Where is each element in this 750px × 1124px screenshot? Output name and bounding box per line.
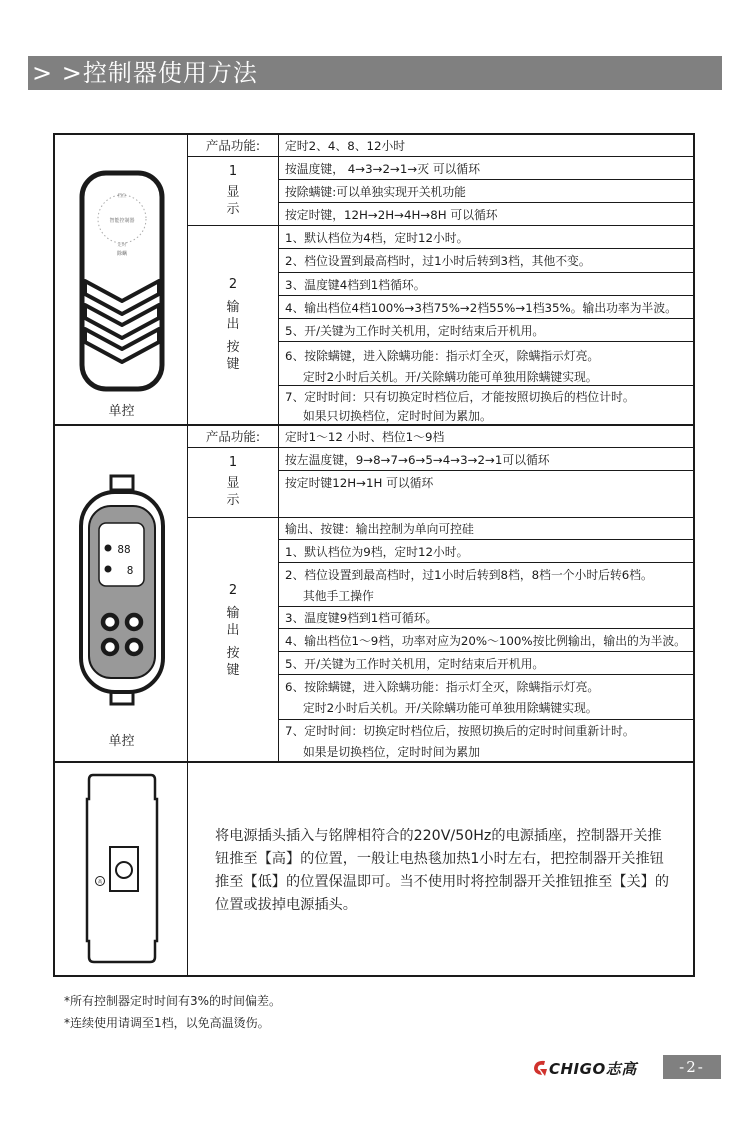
- footnote-safety: *连续使用请调至1档，以免高温烫伤。: [64, 1016, 270, 1030]
- output-row-line: 定时2小时后关机。开/关除螨功能可单独用除螨键实现。: [303, 370, 598, 384]
- controller-1-picture-cell: [55, 135, 188, 424]
- touch-controller-2-illustration: [55, 426, 188, 716]
- remote-controller-1-illustration: [55, 135, 188, 395]
- output-row-line: 如果是切换档位，定时时间为累加: [303, 745, 480, 759]
- device-label-brand: 智能控制器: [109, 218, 135, 224]
- output-group-2-number: 2: [228, 583, 238, 598]
- output-row: 4、输出档位4档100%→3档75%→2档55%→1档35%。输出功率为半波。: [279, 296, 693, 319]
- display-row: 按定时键，12H→2H→4H→8H 可以循环: [279, 203, 693, 226]
- device-label-mite: 除螨: [116, 251, 128, 257]
- display-row: 按定时键12H→1H 可以循环: [279, 471, 693, 518]
- output-row: 输出、按键：输出控制为单向可控硅: [279, 518, 693, 540]
- output-row-line: 6、按除螨键，进入除螨功能：指示灯全灭，除螨指示灯亮。: [285, 680, 600, 694]
- output-group-1-number: 2: [228, 277, 238, 292]
- controller-2-picture-cell: [55, 426, 188, 761]
- output-row-line: 其他手工操作: [303, 589, 374, 603]
- page-number: -2-: [663, 1055, 721, 1079]
- feature-value-2: 定时1～12 小时、档位1～9档: [279, 426, 693, 448]
- output-group-2-char: 出: [226, 623, 240, 638]
- output-row: 3、温度键4档到1档循环。: [279, 273, 693, 296]
- output-row: [279, 563, 693, 607]
- display-group-1: [188, 157, 279, 226]
- output-row: [279, 675, 693, 720]
- display-digits-bottom: 8: [126, 564, 134, 577]
- display-group-2-char: 示: [226, 493, 240, 508]
- usage-instructions: 将电源插头插入与铭牌相符合的220V/50Hz的电源插座，控制器开关推钮推至【高】的位置，一般让电热毯加热1小时左右，把控制器开关推钮推至【低】的位置保温即可。当不使用时将控制器开关推钮推至【关】的位置或拔掉电源插头。: [215, 828, 670, 913]
- output-group-1: [188, 226, 279, 424]
- output-group-2-char: 键: [226, 663, 240, 678]
- controller-table-1: [53, 133, 695, 426]
- output-group-2-char: 输: [226, 606, 240, 621]
- output-group-2-char: 按: [226, 646, 240, 661]
- output-group-1-char: 键: [226, 357, 240, 372]
- output-row: 5、开/关键为工作时关机用，定时结束后开机用。: [279, 652, 693, 675]
- controller-1-label: 单控: [108, 404, 135, 419]
- controller-table-2: [53, 424, 695, 763]
- output-row: 2、档位设置到最高档时，过1小时后转到3档，其他不变。: [279, 249, 693, 273]
- output-row: 1、默认档位为4档，定时12小时。: [279, 226, 693, 249]
- brand-name: CHIGO志高: [549, 1060, 637, 1078]
- display-row: 按温度键， 4→3→2→1→灭 可以循环: [279, 157, 693, 180]
- output-row-line: 定时2小时后关机。开/关除螨功能可单独用除螨键实现。: [303, 701, 598, 715]
- output-row-line: 7、定时时间：只有切换定时档位后，才能按照切换后的档位计时。: [285, 390, 635, 404]
- display-group-1-char: 示: [226, 202, 240, 217]
- display-group-2-char: 显: [226, 476, 240, 491]
- device-label-gear: 档位: [117, 194, 127, 199]
- output-row: 3、温度键9档到1档可循环。: [279, 607, 693, 629]
- display-row: 按除螨键:可以单独实现开关机功能: [279, 180, 693, 203]
- section-title: > >控制器使用方法: [28, 56, 722, 90]
- output-row: [279, 386, 693, 428]
- output-row-line: 2、档位设置到最高档时，过1小时后转到8档，8档一个小时后转6档。: [285, 568, 653, 582]
- device-label-timer: 定时: [117, 243, 127, 248]
- chigo-logo-icon: [531, 1058, 549, 1078]
- output-row: [279, 342, 693, 386]
- display-row: 按左温度键，9→8→7→6→5→4→3→2→1可以循环: [279, 448, 693, 471]
- output-row: 5、开/关键为工作时关机用，定时结束后开机用。: [279, 319, 693, 342]
- output-row-line: 如果只切换档位，定时时间为累加。: [303, 409, 492, 423]
- feature-label-2: 产品功能:: [188, 426, 279, 448]
- output-row-line: 7、定时时间：切换定时档位后，按照切换后的定时时间重新计时。: [285, 724, 635, 738]
- feature-value-1: 定时2、4、8、12小时: [279, 135, 693, 157]
- feature-label-1: 产品功能:: [188, 135, 279, 157]
- output-row-line: 6、按除螨键，进入除螨功能：指示灯全灭，除螨指示灯亮。: [285, 349, 600, 363]
- brand-logo: [531, 1058, 661, 1078]
- output-group-2: [188, 518, 279, 761]
- output-row: [279, 720, 693, 765]
- switch-high-mark: 高: [97, 880, 103, 885]
- display-group-1-char: 显: [226, 185, 240, 200]
- controller-2-label: 单控: [108, 734, 135, 749]
- output-group-1-char: 出: [226, 317, 240, 332]
- output-group-1-char: 输: [226, 300, 240, 315]
- footnote-timer-deviation: *所有控制器定时时间有3%的时间偏差。: [64, 994, 282, 1008]
- controller-3-picture-cell: [55, 763, 188, 975]
- display-digits-top: 88: [117, 543, 131, 556]
- output-row: 1、默认档位为9档，定时12小时。: [279, 540, 693, 563]
- output-group-1-char: 按: [226, 340, 240, 355]
- display-group-2: [188, 448, 279, 518]
- output-row: 4、输出档位1～9档，功率对应为20%～100%按比例输出，输出的为半波。: [279, 629, 693, 652]
- display-group-1-number: 1: [228, 164, 238, 179]
- controller-table-3: [53, 761, 695, 977]
- display-group-2-number: 1: [228, 455, 238, 470]
- slide-switch-controller-illustration: [55, 763, 188, 979]
